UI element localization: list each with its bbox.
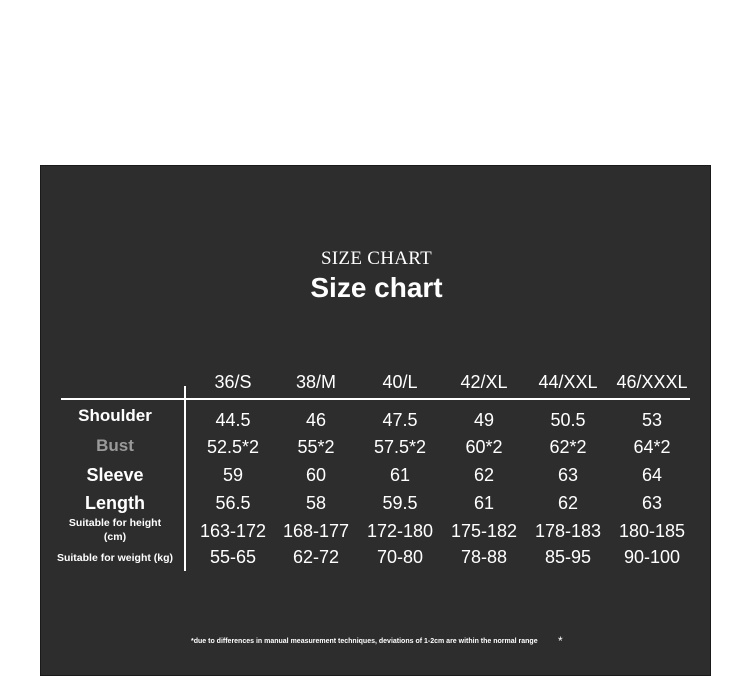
size-header-l: 40/L — [382, 372, 418, 392]
cell-shoulder-xxxl: 53 — [641, 410, 663, 430]
cell-shoulder-l: 47.5 — [382, 410, 418, 430]
row-label-height-line2: (cm) — [103, 531, 127, 543]
row-label-weight: Suitable for weight (kg) — [56, 552, 174, 564]
size-chart-panel — [40, 165, 711, 676]
size-header-xl: 42/XL — [460, 372, 508, 392]
chart-title: Size chart — [310, 272, 443, 303]
cell-length-m: 58 — [305, 493, 327, 513]
size-header-xxxl: 46/XXXL — [616, 372, 688, 392]
cell-bust-l: 57.5*2 — [373, 437, 427, 457]
chart-subtitle: SIZE CHART — [320, 248, 433, 269]
label-divider — [184, 386, 186, 571]
cell-length-xl: 61 — [473, 493, 495, 513]
cell-bust-m: 55*2 — [297, 437, 335, 457]
cell-bust-xxxl: 64*2 — [633, 437, 671, 457]
cell-sleeve-l: 61 — [389, 465, 411, 485]
cell-weight-xl: 78-88 — [460, 547, 508, 567]
measurement-note: *due to differences in manual measurement techniques, deviations of 1-2cm are within the normal range — [191, 638, 538, 645]
cell-length-s: 56.5 — [215, 493, 251, 513]
cell-shoulder-xxl: 50.5 — [550, 410, 586, 430]
cell-length-xxl: 62 — [557, 493, 579, 513]
cell-sleeve-xxxl: 64 — [641, 465, 663, 485]
header-divider — [61, 398, 690, 400]
cell-sleeve-s: 59 — [222, 465, 244, 485]
cell-length-l: 59.5 — [382, 493, 418, 513]
cell-weight-m: 62-72 — [292, 547, 340, 567]
row-label-length: Length — [85, 493, 145, 513]
cell-height-xxxl: 180-185 — [618, 521, 686, 541]
size-header-xxl: 44/XXL — [538, 372, 598, 392]
cell-weight-xxl: 85-95 — [544, 547, 592, 567]
cell-sleeve-xl: 62 — [473, 465, 495, 485]
cell-weight-s: 55-65 — [209, 547, 257, 567]
row-label-bust: Bust — [96, 436, 134, 455]
cell-shoulder-m: 46 — [305, 410, 327, 430]
cell-height-s: 163-172 — [199, 521, 267, 541]
row-label-height-line1: Suitable for height — [68, 517, 162, 529]
row-label-height — [49, 516, 181, 544]
cell-weight-l: 70-80 — [376, 547, 424, 567]
cell-bust-s: 52.5*2 — [206, 437, 260, 457]
cell-length-xxxl: 63 — [641, 493, 663, 513]
size-header-s: 36/S — [214, 372, 252, 392]
row-label-shoulder: Shoulder — [78, 406, 152, 425]
cell-weight-xxxl: 90-100 — [623, 547, 681, 567]
row-label-sleeve: Sleeve — [86, 465, 144, 485]
size-header-m: 38/M — [295, 372, 337, 392]
cell-sleeve-m: 60 — [305, 465, 327, 485]
cell-bust-xl: 60*2 — [465, 437, 503, 457]
cell-height-xl: 175-182 — [450, 521, 518, 541]
cell-height-l: 172-180 — [366, 521, 434, 541]
cell-bust-xxl: 62*2 — [549, 437, 587, 457]
cell-sleeve-xxl: 63 — [557, 465, 579, 485]
cell-shoulder-xl: 49 — [473, 410, 495, 430]
cell-shoulder-s: 44.5 — [215, 410, 251, 430]
footnote-star: * — [558, 634, 563, 648]
cell-height-xxl: 178-183 — [534, 521, 602, 541]
cell-height-m: 168-177 — [282, 521, 350, 541]
